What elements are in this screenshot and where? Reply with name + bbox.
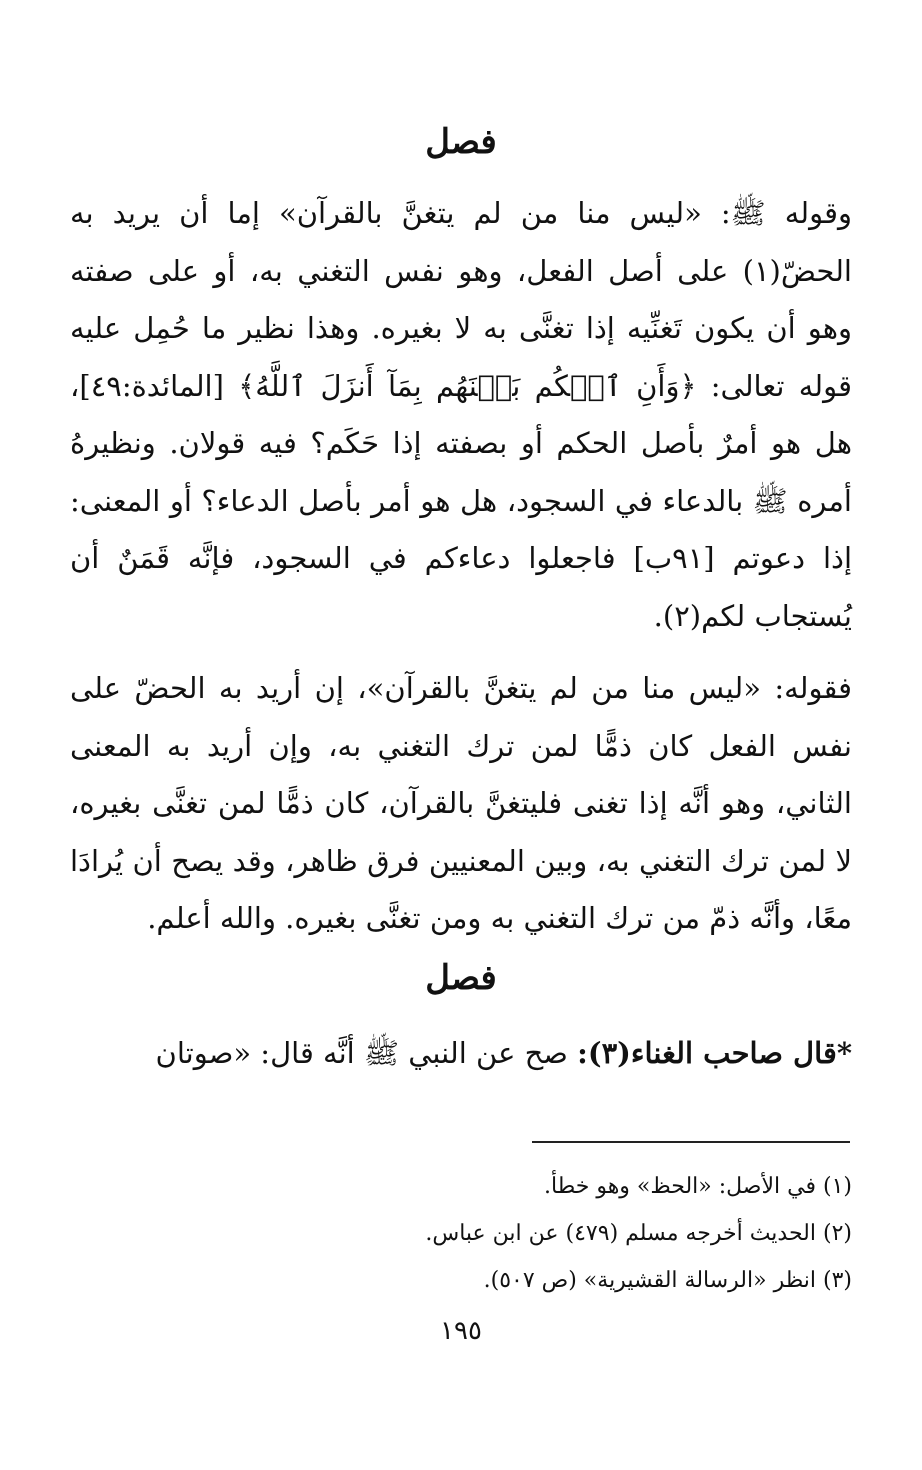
quoted-author-label: *قال صاحب الغناء(٣): <box>577 1036 852 1070</box>
footnote-3: (٣) انظر «الرسالة القشيرية» (ص ٥٠٧). <box>483 1268 852 1293</box>
section-heading-2: فصل <box>425 958 497 998</box>
paragraph-3 <box>70 1025 852 1083</box>
section-1-body <box>70 185 852 948</box>
footnote-separator <box>532 1141 850 1143</box>
quote-lead-text: صح عن النبي ﷺ أنَّه قال: «صوتان <box>155 1036 578 1070</box>
footnote-1: (١) في الأصل: «الحظ» وهو خطأ. <box>544 1174 852 1199</box>
paragraph-2: فقوله: «ليس منا من لم يتغنَّ بالقرآن»، إن أريد به الحضّ على نفس الفعل كان ذمًّا لمن ترك التغني به، وإن أريد به المعنى الثاني، وهو أنَّه إذا تغنى فليتغنَّ بالقرآن، كان ذمًّا لمن تغنَّى بغيره، لا لمن ترك التغني به، وبين المعنيين فرق ظاهر، وقد يصح أن يُرادَا معًا، وأنَّه ذمّ من ترك التغني به ومن تغنَّى بغيره. والله أعلم. <box>70 671 852 935</box>
section-heading-1: فصل <box>425 122 497 162</box>
section-2-body <box>70 1025 852 1083</box>
paragraph-1: وقوله ﷺ: «ليس منا من لم يتغنَّ بالقرآن» إما أن يريد به الحضّ(١) على أصل الفعل، وهو نفس التغني به، أو على صفته وهو أن يكون تَغنِّيه إذا تغنَّى به لا بغيره. وهذا نظير ما حُمِل عليه قوله تعالى: ﴿وَأَنِ ٱحۡكُم بَيۡنَهُم بِمَآ أَنزَلَ ٱللَّهُ﴾ [المائدة:٤٩]، هل هو أمرٌ بأصل الحكم أو بصفته إذا حَكَم؟ فيه قولان. ونظيرهُ أمره ﷺ بالدعاء في السجود، هل هو أمر بأصل الدعاء؟ أو المعنى: إذا دعوتم [٩١ب] فاجعلوا دعاءكم في السجود، فإنَّه قَمَنٌ أن يُستجاب لكم(٢). <box>70 196 852 633</box>
footnote-2: (٢) الحديث أخرجه مسلم (٤٧٩) عن ابن عباس. <box>425 1221 852 1246</box>
footnotes <box>70 1163 852 1304</box>
page-number: ١٩٥ <box>440 1316 482 1346</box>
